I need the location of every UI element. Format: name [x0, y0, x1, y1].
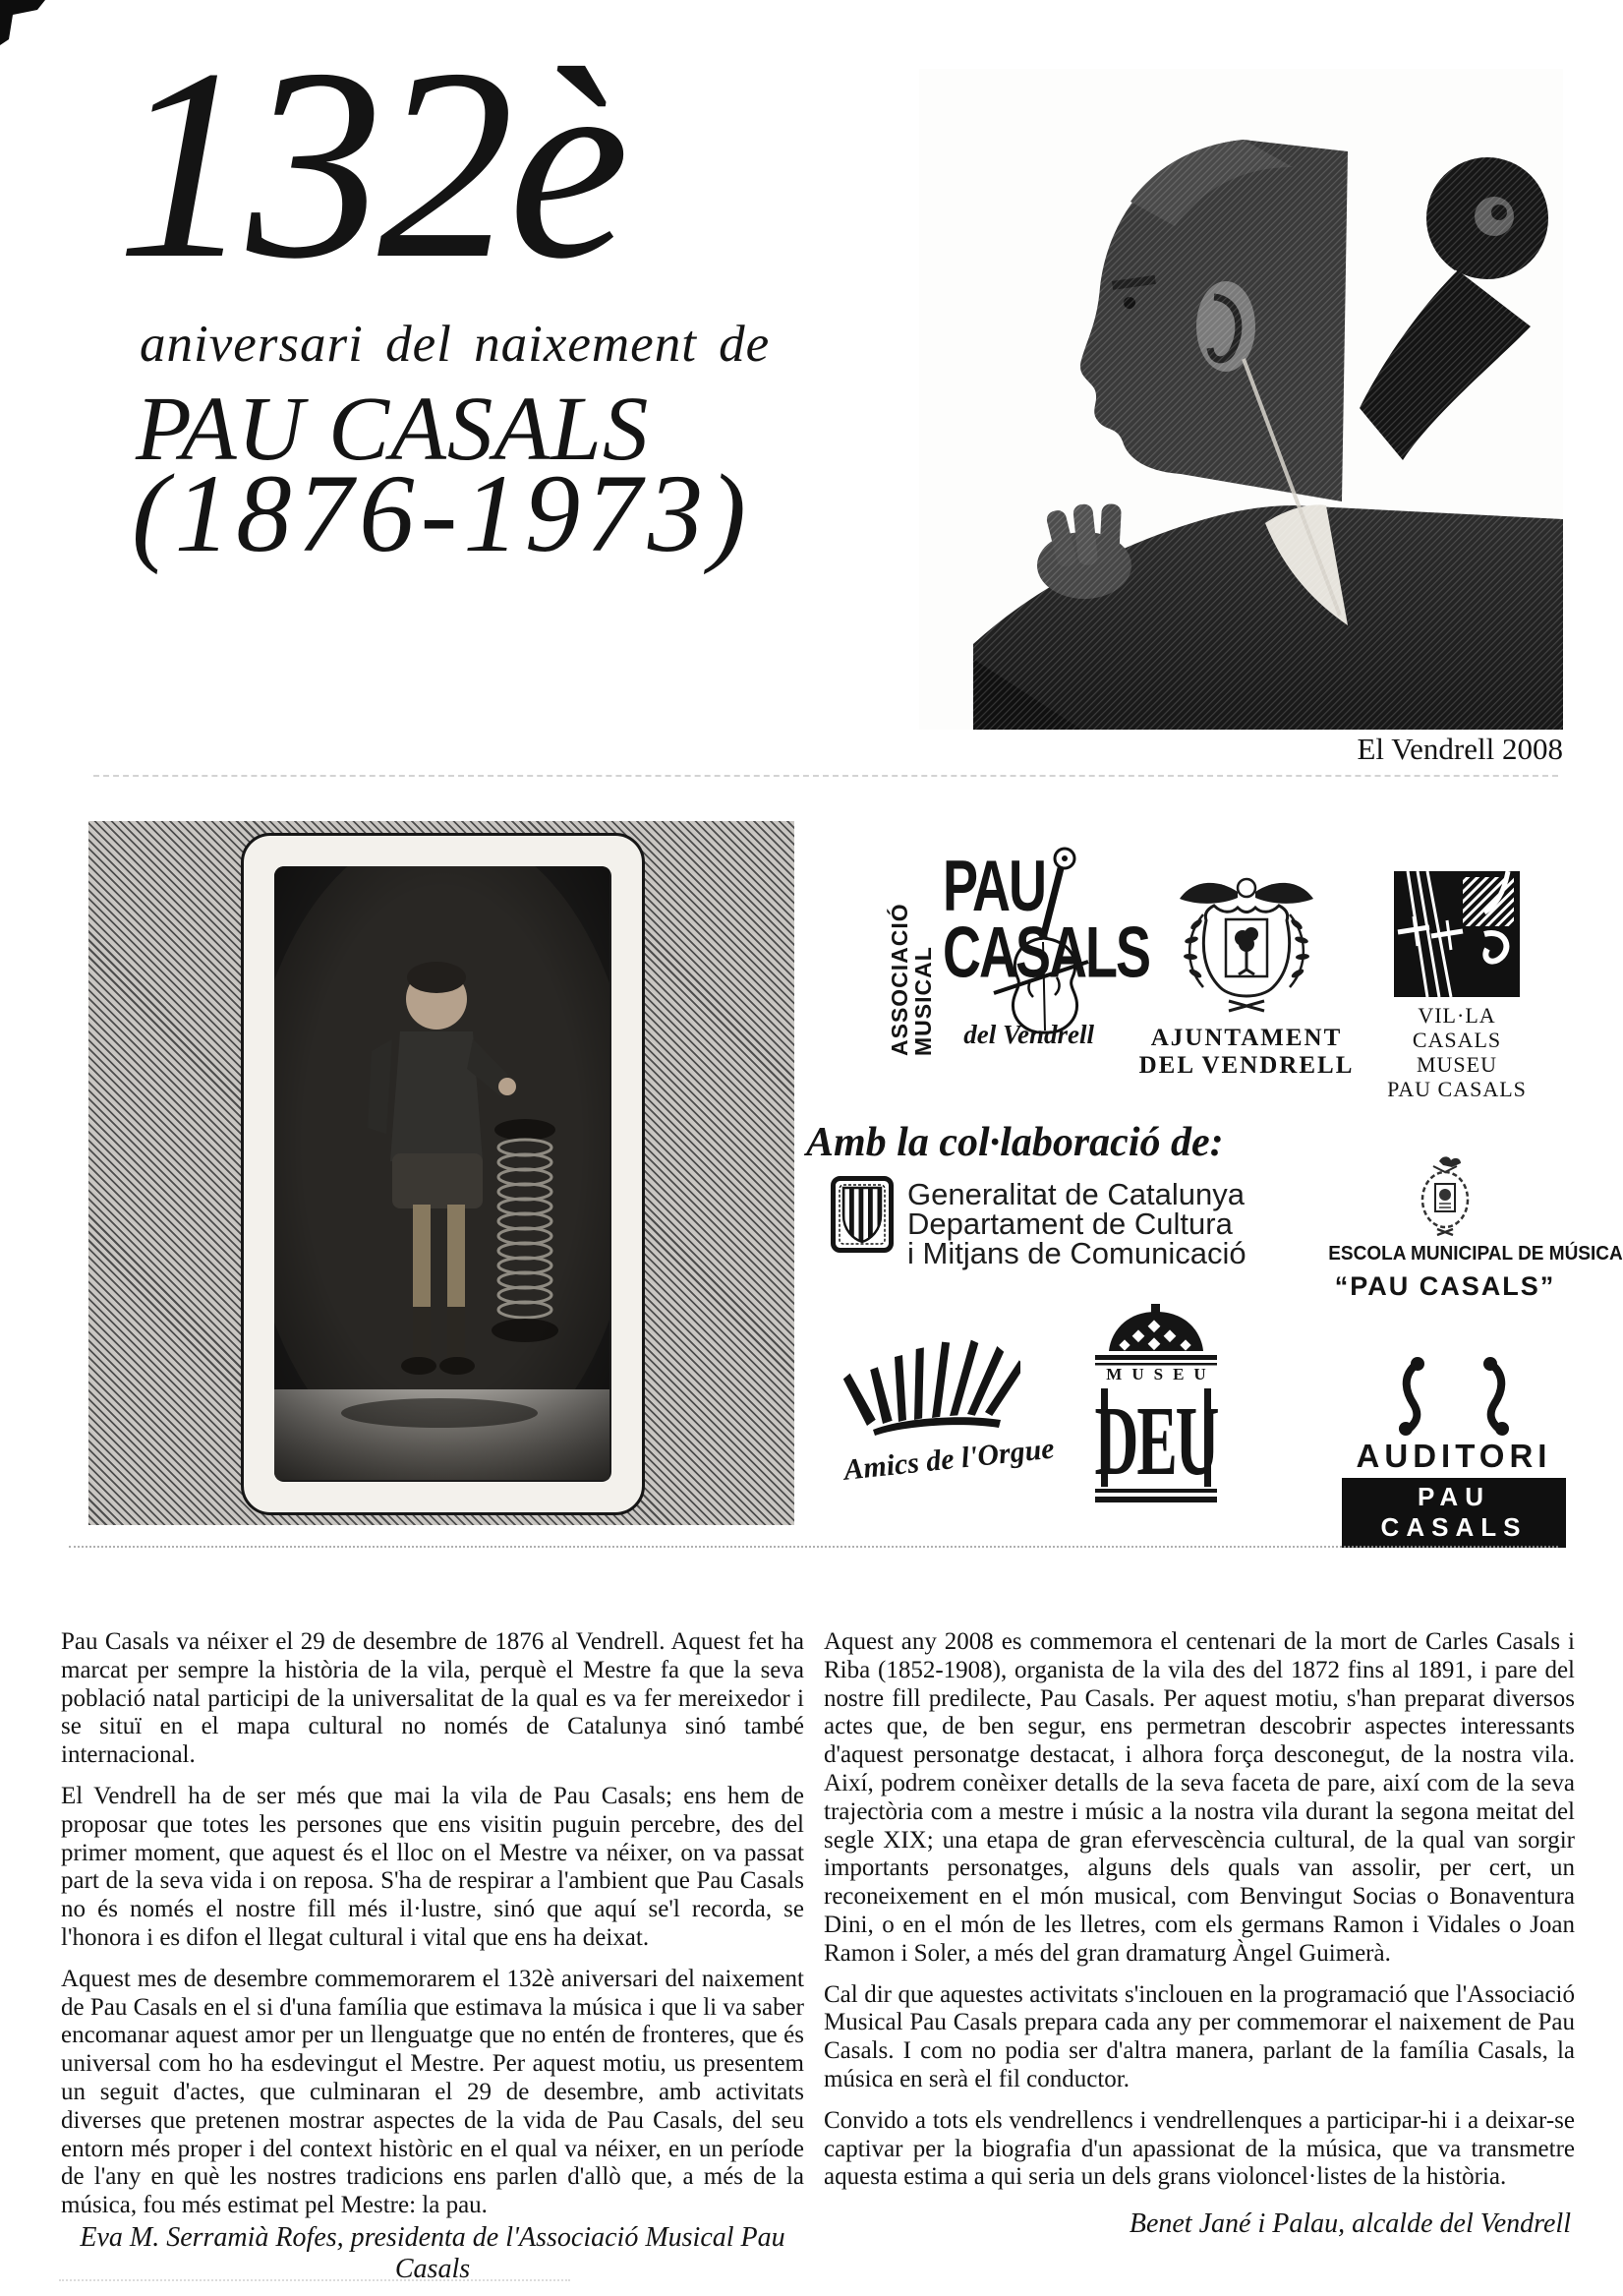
villa-casals-cello-icon [1394, 871, 1520, 997]
anniversary-number: 132è [116, 13, 624, 316]
museu-deu-main-label: DEU [1094, 1387, 1218, 1497]
paragraph: Cal dir que aquestes activitats s'inclouen en la programació que l'Associació Musical Pau Casals prepara cada any per commemorar el naixement de Pau Casals. I com no podia ser d'altra manera, parlant de la família Casals, la música en serà el fil conductor. [824, 1980, 1575, 2092]
collaboration-heading: Amb la col·laboració de: [806, 1120, 1224, 1165]
section-separator-line [69, 1546, 1558, 1548]
paragraph: Aquest mes de desembre commemorarem el 132è aniversari del naixement de Pau Casals en el si d'una família que estimava la música i que li va saber encomanar aquest amor per un llenguatge que no entén de fronteres, que és universal com ho ha esdevingut el Mestre. Per aquest motiu, us presentem un seguit d'actes, que culminaran el 29 de desembre, amb activitats diverses que pretenen mostrar aspectes de la vida de Pau Casals, del seu entorn més proper i del context històric en el qual va néixer, en un període de l'any en què les nostres tradicions ens parlen d'allò que, a més de la música, fou més estimat pel Mestre: la pau. [61, 1965, 804, 2219]
young-pau-casals-photo [88, 821, 794, 1525]
auditori-pau-casals-bar: PAU CASALS [1342, 1478, 1566, 1548]
ajuntament-del-vendrell-logo [1138, 875, 1355, 1080]
paragraph: Pau Casals va néixer el 29 de desembre de 1876 al Vendrell. Aquest fet ha marcat per sempre la història de la vila, perquè el Mestre fa que la seva població natal participi de la universalitat de la qual es va fer mereixedor i se situï en el mapa cultural no només de Catalunya sinó també internacional. [61, 1628, 804, 1769]
photo-card-frame [241, 833, 645, 1515]
signature-alcalde: Benet Jané i Palau, alcalde del Vendrell [1129, 2208, 1571, 2239]
escola-crest-icon [1410, 1152, 1480, 1239]
life-years: (1876-1973) [132, 452, 752, 575]
f-holes-icon [1370, 1355, 1537, 1436]
villa-casals-label: VIL·LA CASALS MUSEU PAU CASALS [1387, 1003, 1527, 1101]
museu-deu-top-label: MUSEU [1106, 1365, 1216, 1383]
body-column-left [61, 1628, 804, 2233]
young-pau-casals-portrait [274, 866, 611, 1482]
ajuntament-label: AJUNTAMENT DEL VENDRELL [1138, 1025, 1355, 1079]
pau-casals-cello-photo [919, 69, 1563, 730]
paragraph: Convido a tots els vendrellencs i vendrellenques a participar-hi i a deixar-se captivar per la biografia d'un apassionat de la música, que va transmetre aquesta estima a qui seria un dels grans violoncel·listes de la història. [824, 2106, 1575, 2191]
photo-caption: El Vendrell 2008 [1357, 732, 1563, 766]
organ-pipes-icon [843, 1327, 1020, 1445]
museu-deu-logo [1089, 1304, 1223, 1506]
generalitat-shield-icon [831, 1176, 894, 1253]
associacio-vertical-text: ASSOCIACIÓ MUSICAL [887, 903, 936, 1056]
signature-presidenta: Eva M. Serramià Rofes, presidenta de l'Associació Musical Pau Casals [80, 2222, 785, 2284]
generalitat-logo [831, 1176, 1246, 1268]
page-title: PAU CASALS [136, 379, 650, 480]
associacio-musical-pau-casals-logo [880, 844, 1150, 1080]
amics-script-label: Amics de l'Orgue [841, 1432, 1057, 1487]
associacio-name-text: PAU CASALS [943, 847, 1150, 993]
amics-de-l-orgue-logo [841, 1327, 1057, 1487]
paragraph: El Vendrell ha de ser més que mai la vila de Pau Casals; ens hem de proposar que totes les persones que ens visitin puguin percebre, des del primer moment, que aquest és el lloc on el Mestre va néixer, on va passat part de la seva vida i on reposa. S'ha de respirar a l'ambient que Pau Casals no és només el nostre fill més il·lustre, sinó que aquí se'l recorda, se l'honora i es difon el llegat cultural i vital que ens ha deixat. [61, 1782, 804, 1951]
auditori-pau-casals-logo [1342, 1355, 1566, 1548]
escola-municipal-logo [1322, 1152, 1623, 1302]
body-column-right [824, 1628, 1575, 2205]
del-vendrell-script: del Vendrell [963, 1020, 1094, 1049]
ajuntament-crest-icon [1160, 875, 1333, 1017]
escola-label-line1: ESCOLA MUNICIPAL DE MÚSICA [1328, 1243, 1623, 1265]
anniversary-subtitle: aniversari del naixement de [140, 316, 771, 373]
villa-casals-museu-logo [1378, 871, 1536, 1101]
auditori-label: AUDITORI [1356, 1438, 1552, 1474]
paragraph: Aquest any 2008 es commemora el centenari de la mort de Carles Casals i Riba (1852-1908), organista de la vila des del 1872 fins al 1891, i pare del nostre fill predilecte, Pau Casals. Per aquest motiu, s'han preparat diversos actes que, de ben segur, ens permetran descobrir aspectes interessants d'aquest personatge destacat, i alhora força desconegut, de la nostra vila. Així, podrem conèixer detalls de la seva faceta de pare, així com de la seva trajectòria com a mestre i músic a la nostra vila durant la segona meitat del segle XIX; una etapa de gran efervescència cultural, de la qual van sorgir importants personatges, alguns dels quals van assolir, per cert, un reconeixement en el món musical, com Benvingut Socias o Bonaventura Dini, o en el món de les lletres, com els germans Ramon i Vidales o Joan Ramon i Soler, a més del gran dramaturg Àngel Guimerà. [824, 1628, 1575, 1967]
generalitat-label: Generalitat de Catalunya Departament de Cultura i Mitjans de Comunicació [907, 1177, 1246, 1270]
escola-label-line2: “PAU CASALS” [1334, 1271, 1556, 1301]
scan-corner-mark [0, 0, 49, 49]
scan-dashed-line-top [93, 775, 1558, 777]
